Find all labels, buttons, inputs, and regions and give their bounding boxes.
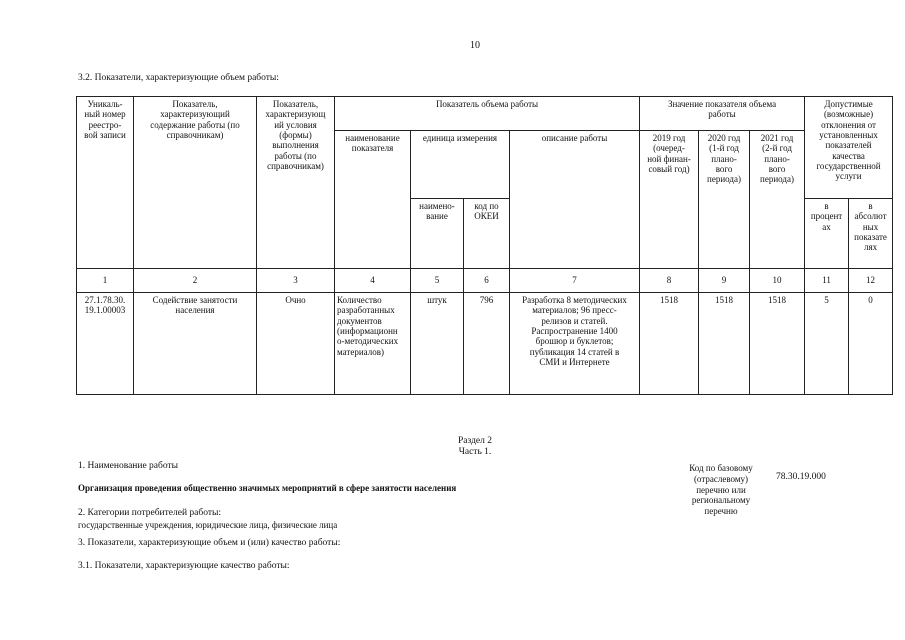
column-number: 7 [510,269,640,293]
column-numbers-row [77,269,893,293]
section-heading: 3.2. Показатели, характеризующие объем работы: [78,73,279,83]
page-number: 10 [470,40,480,51]
header-conditions-indicator: Показатель, характеризующ ий условия (формы) выполнения работы (по справочникам) [257,97,335,269]
table-row [77,293,893,395]
header-year-2021: 2021 год (2-й год плано- вого периода) [750,131,805,269]
cell-year-2020: 1518 [699,293,750,395]
section2-title: Раздел 2 Часть 1. [458,436,492,457]
column-number: 10 [750,269,805,293]
cell-indicator-name: Количество разработанных документов (информационн о-методических материалов) [335,293,411,395]
cell-in-absolute: 0 [849,293,893,395]
work-name: Организация проведения общественно значимых мероприятий в сфере занятости населения [78,483,457,493]
header-in-absolute: в абсолют ных показате лях [849,199,893,269]
cell-year-2021: 1518 [750,293,805,395]
column-number: 4 [335,269,411,293]
volume-indicators-table [76,96,893,395]
column-number: 2 [134,269,257,293]
column-number: 8 [640,269,699,293]
cell-unique-number: 27.1.78.30. 19.1.00003 [77,293,134,395]
item1-label: 1. Наименование работы [78,461,179,471]
header-year-2019: 2019 год (очеред- ной финан- совый год) [640,131,699,269]
column-number: 9 [699,269,750,293]
item2-label: 2. Категории потребителей работы: [78,508,221,518]
column-number: 3 [257,269,335,293]
code-label: Код по базовому (отраслевому) перечню или региональному перечню [689,463,753,517]
cell-okei-code: 796 [464,293,510,395]
cell-unit-name: штук [411,293,464,395]
header-year-2020: 2020 год (1-й год плано- вого периода) [699,131,750,269]
header-unit: единица измерения [411,131,510,199]
header-volume-indicator: Показатель объема работы [335,97,640,131]
cell-conditions: Очно [257,293,335,395]
column-number: 6 [464,269,510,293]
cell-description: Разработка 8 методических материалов; 96 пресс- релизов и статей. Распространение 1400 брошюр и буклетов; публикация 14 статей в СМИ и Интернете [510,293,640,395]
header-okei-code: код по ОКЕИ [464,199,510,269]
cell-in-percent: 5 [805,293,849,395]
column-number: 1 [77,269,134,293]
header-work-description: описание работы [510,131,640,269]
column-number: 5 [411,269,464,293]
column-number: 11 [805,269,849,293]
header-indicator-name: наименование показателя [335,131,411,269]
code-value: 78.30.19.000 [776,472,826,482]
cell-year-2019: 1518 [640,293,699,395]
item3-label: 3. Показатели, характеризующие объем и (или) качество работы: [78,538,341,548]
item31-label: 3.1. Показатели, характеризующие качество работы: [78,561,290,571]
column-number: 12 [849,269,893,293]
header-in-percent: в процент ах [805,199,849,269]
header-content-indicator: Показатель, характеризующий содержание работы (по справочникам) [134,97,257,269]
header-unit-name: наимено- вание [411,199,464,269]
header-volume-value: Значение показателя объема работы [640,97,805,131]
consumers-list: государственные учреждения, юридические лица, физические лица [78,520,338,530]
cell-content: Содействие занятости населения [134,293,257,395]
header-allowed-deviations: Допустимые (возможные) отклонения от установленных показателей качества государственной услуги [805,97,893,199]
header-unique-number: Уникаль- ный номер реестро- вой записи [77,97,134,269]
